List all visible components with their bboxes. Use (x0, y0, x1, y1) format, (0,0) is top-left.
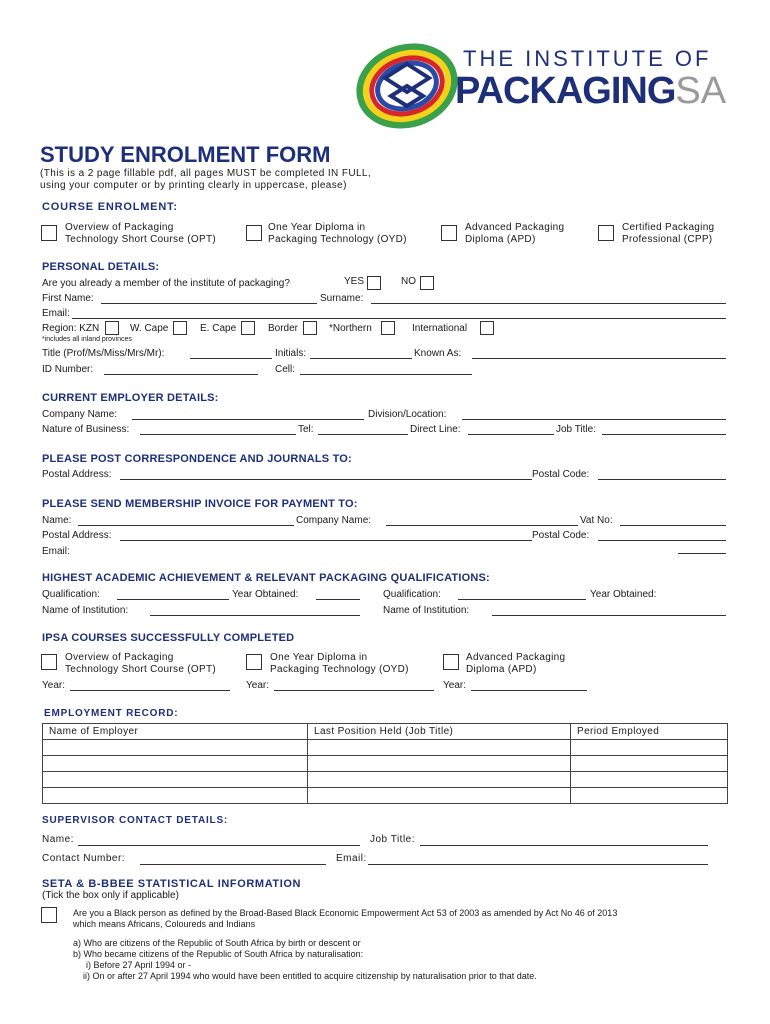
employer-heading: CURRENT EMPLOYER DETAILS: (42, 392, 219, 404)
member-question: Are you already a member of the institute of packaging? (42, 278, 290, 289)
logo-line1: THE INSTITUTE OF (463, 46, 712, 71)
subtitle-line1: (This is a 2 page fillable pdf, all pages MUST be completed IN FULL, (40, 168, 372, 179)
table-row[interactable] (43, 772, 728, 788)
vat-label: Vat No: (580, 515, 613, 526)
invoice-heading: PLEASE SEND MEMBERSHIP INVOICE FOR PAYMENT TO: (42, 498, 358, 510)
ipsa-logo-icon (355, 38, 465, 130)
ipsa-heading: IPSA COURSES SUCCESSFULLY COMPLETED (42, 632, 295, 644)
course-cpp-label: Certified Packaging Professional (CPP) (622, 222, 715, 245)
supervisor-contact-label: Contact Number: (42, 853, 126, 864)
table-header-row (43, 724, 728, 740)
region-wcape-label: W. Cape (130, 323, 169, 334)
region-ecape-label: E. Cape (200, 323, 237, 334)
invoice-email-label: Email: (42, 546, 70, 557)
region-border-label: Border (268, 323, 299, 334)
table-row[interactable] (43, 788, 728, 804)
supervisor-name-field[interactable] (78, 845, 360, 846)
ipsa-year2-field[interactable] (274, 690, 434, 691)
table-row[interactable] (43, 740, 728, 756)
region-wcape-checkbox[interactable] (173, 321, 187, 335)
qualification1-label: Qualification: (42, 589, 100, 600)
seta-item-a: a) Who are citizens of the Republic of South Africa by birth or descent or (73, 938, 361, 948)
supervisor-job-label: Job Title: (370, 834, 416, 845)
year1-label: Year Obtained: (232, 589, 299, 600)
title-field[interactable] (190, 358, 272, 359)
invoice-code-label: Postal Code: (532, 530, 590, 541)
ipsa-oyd-label: One Year Diploma in Packaging Technology (OYD) (270, 652, 409, 675)
tel-field[interactable] (318, 434, 408, 435)
course-opt-checkbox[interactable] (41, 225, 57, 241)
logo-sa: SA (675, 70, 727, 112)
logo (355, 38, 735, 130)
company-label: Company Name: (42, 409, 118, 420)
supervisor-contact-field[interactable] (140, 864, 326, 865)
institution2-field[interactable] (492, 615, 726, 616)
invoice-company-field[interactable] (386, 525, 578, 526)
known-as-field[interactable] (472, 358, 726, 359)
ipsa-apd-label: Advanced Packaging Diploma (APD) (466, 652, 566, 675)
ipsa-year3-label: Year: (443, 680, 466, 691)
cell-label: Cell: (275, 364, 296, 375)
course-enrolment-heading: COURSE ENROLMENT: (42, 201, 178, 213)
seta-black-checkbox[interactable] (41, 907, 57, 923)
id-number-field[interactable] (104, 374, 258, 375)
supervisor-name-label: Name: (42, 834, 74, 845)
institution1-label: Name of Institution: (42, 605, 129, 616)
known-as-label: Known As: (414, 348, 462, 359)
year2-label: Year Obtained: (590, 589, 657, 600)
ipsa-apd-checkbox[interactable] (443, 654, 459, 670)
employment-heading: EMPLOYMENT RECORD: (44, 708, 179, 719)
region-kzn-checkbox[interactable] (105, 321, 119, 335)
seta-tick-note: (Tick the box only if applicable) (42, 890, 179, 901)
supervisor-email-label: Email: (336, 853, 367, 864)
division-field[interactable] (462, 419, 726, 420)
subtitle-line2: using your computer or by printing clearly in uppercase, please) (40, 180, 347, 191)
vat-field[interactable] (620, 525, 726, 526)
seta-item-i: i) Before 27 April 1994 or - (86, 960, 192, 970)
region-international-label: International (412, 323, 468, 334)
member-yes-label: YES (344, 276, 365, 287)
invoice-name-field[interactable] (78, 525, 294, 526)
tel-label: Tel: (298, 424, 314, 435)
seta-item-ii: ii) On or after 27 April 1994 who would have been entitled to acquire citizenship by naturalisation prior to that date. (83, 971, 537, 981)
member-no-label: NO (401, 276, 416, 287)
initials-field[interactable] (310, 358, 412, 359)
course-opt-label: Overview of Packaging Technology Short Course (OPT) (65, 222, 216, 245)
first-name-field[interactable] (101, 303, 317, 304)
academic-heading: HIGHEST ACADEMIC ACHIEVEMENT & RELEVANT PACKAGING QUALIFICATIONS: (42, 572, 490, 584)
seta-question-line2: which means Africans, Coloureds and Indians (73, 919, 256, 929)
region-label: Region: KZN (42, 323, 100, 334)
seta-item-b: b) Who became citizens of the Republic of South Africa by naturalisation: (73, 949, 364, 959)
direct-line-label: Direct Line: (410, 424, 461, 435)
ipsa-oyd-checkbox[interactable] (246, 654, 262, 670)
job-title-label: Job Title: (556, 424, 597, 435)
post-heading: PLEASE POST CORRESPONDENCE AND JOURNALS TO: (42, 453, 352, 465)
ipsa-year3-field[interactable] (471, 690, 587, 691)
direct-line-field[interactable] (468, 434, 554, 435)
member-yes-checkbox[interactable] (367, 276, 381, 290)
surname-label: Surname: (320, 293, 364, 304)
member-no-checkbox[interactable] (420, 276, 434, 290)
id-number-label: ID Number: (42, 364, 94, 375)
invoice-postal-field[interactable] (120, 540, 532, 541)
ipsa-year1-field[interactable] (70, 690, 230, 691)
page-title: STUDY ENROLMENT FORM (40, 142, 331, 167)
course-oyd-checkbox[interactable] (246, 225, 262, 241)
invoice-company-label: Company Name: (296, 515, 372, 526)
title-label: Title (Prof/Ms/Miss/Mrs/Mr): (42, 348, 165, 359)
post-postal-field[interactable] (120, 479, 532, 480)
first-name-label: First Name: (42, 293, 94, 304)
post-code-field[interactable] (598, 479, 726, 480)
initials-label: Initials: (275, 348, 307, 359)
personal-heading: PERSONAL DETAILS: (42, 261, 160, 273)
region-border-checkbox[interactable] (303, 321, 317, 335)
cell-field[interactable] (300, 374, 472, 375)
division-label: Division/Location: (368, 409, 447, 420)
inland-note: *includes all inland provinces (42, 336, 132, 343)
institution1-field[interactable] (150, 615, 360, 616)
qualification2-field[interactable] (458, 599, 586, 600)
table-row[interactable] (43, 756, 728, 772)
region-northern-label: *Northern (329, 323, 372, 334)
company-field[interactable] (132, 419, 364, 420)
job-title-field[interactable] (602, 434, 726, 435)
course-cpp-checkbox[interactable] (598, 225, 614, 241)
seta-heading: SETA & B-BBEE STATISTICAL INFORMATION (42, 878, 302, 890)
nature-label: Nature of Business: (42, 424, 130, 435)
nature-field[interactable] (140, 434, 296, 435)
course-oyd-label: One Year Diploma in Packaging Technology (OYD) (268, 222, 407, 245)
invoice-name-label: Name: (42, 515, 72, 526)
supervisor-job-field[interactable] (420, 845, 708, 846)
col-position: Last Position Held (Job Title) (308, 724, 571, 740)
ipsa-year2-label: Year: (246, 680, 269, 691)
logo-packaging: PACKAGING (455, 70, 676, 112)
region-northern-checkbox[interactable] (381, 321, 395, 335)
seta-question-line1: Are you a Black person as defined by the Broad-Based Black Economic Empowerment Act 53 of 2003 as amended by Act No 46 of 2013 (73, 908, 618, 918)
region-ecape-checkbox[interactable] (241, 321, 255, 335)
surname-field[interactable] (371, 303, 726, 304)
course-apd-checkbox[interactable] (441, 225, 457, 241)
invoice-email-field[interactable] (678, 553, 726, 554)
qualification1-field[interactable] (117, 599, 229, 600)
ipsa-opt-checkbox[interactable] (41, 654, 57, 670)
col-employer: Name of Employer (43, 724, 308, 740)
region-international-checkbox[interactable] (480, 321, 494, 335)
email-label: Email: (42, 308, 70, 319)
post-postal-label: Postal Address: (42, 469, 112, 480)
invoice-code-field[interactable] (598, 540, 726, 541)
year1-field[interactable] (316, 599, 360, 600)
qualification2-label: Qualification: (383, 589, 441, 600)
supervisor-email-field[interactable] (368, 864, 708, 865)
ipsa-year1-label: Year: (42, 680, 65, 691)
col-period: Period Employed (571, 724, 728, 740)
invoice-postal-label: Postal Address: (42, 530, 112, 541)
course-apd-label: Advanced Packaging Diploma (APD) (465, 222, 565, 245)
post-code-label: Postal Code: (532, 469, 590, 480)
institution2-label: Name of Institution: (383, 605, 470, 616)
employment-table (42, 723, 728, 804)
supervisor-heading: SUPERVISOR CONTACT DETAILS: (42, 815, 229, 826)
email-field[interactable] (72, 318, 726, 319)
ipsa-opt-label: Overview of Packaging Technology Short Course (OPT) (65, 652, 216, 675)
